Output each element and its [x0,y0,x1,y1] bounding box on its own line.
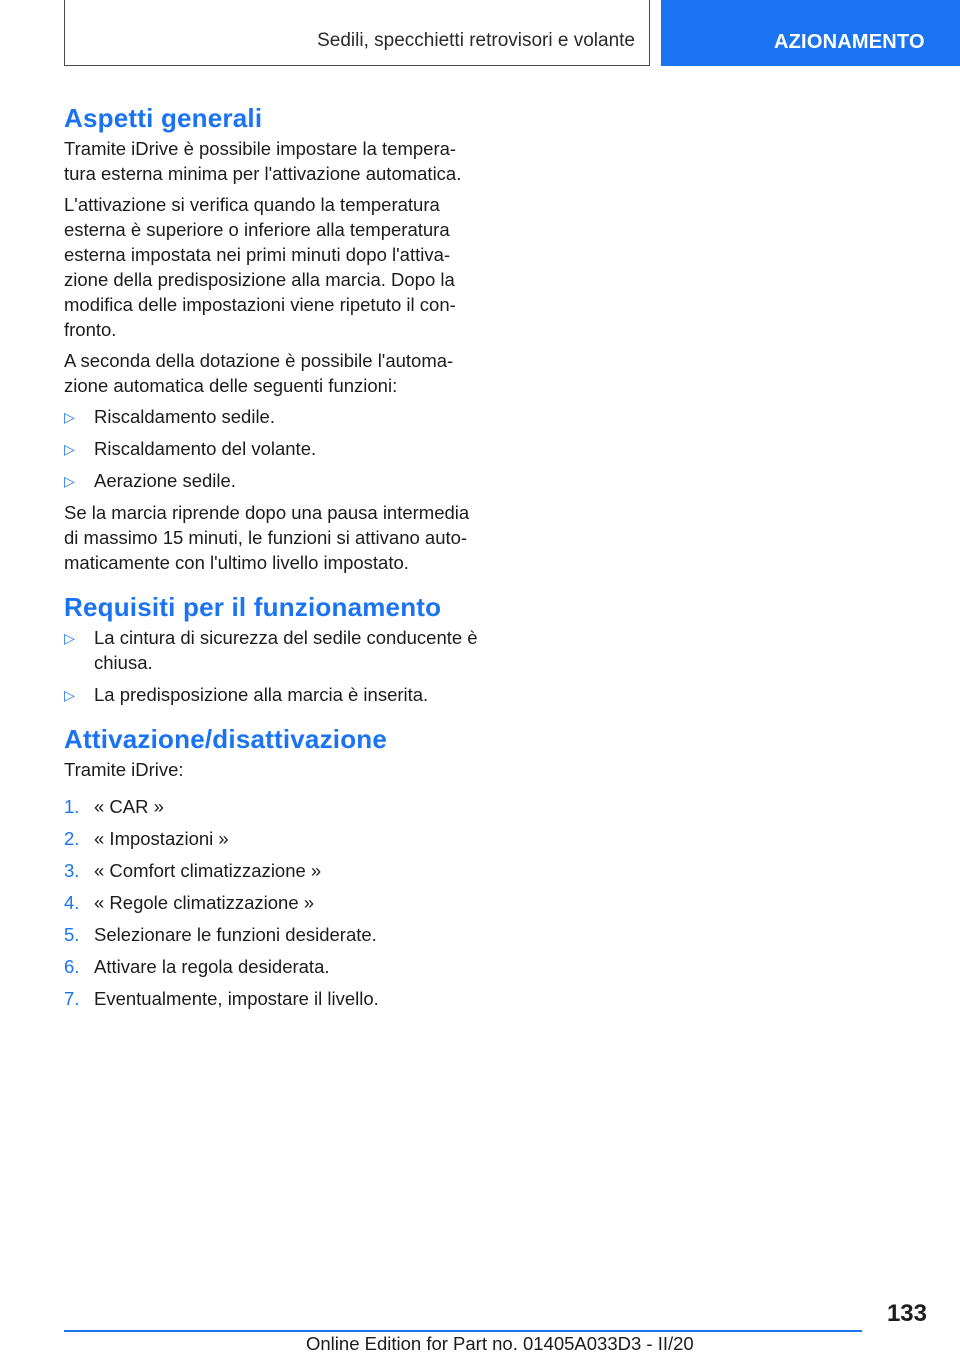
paragraph: L'attivazione si verifica quando la temperatura esterna è superiore o inferiore alla temperatura esterna impostata nei primi minuti dopo l'attiva-zione della predisposizione alla marcia. Dopo la modifica delle impostazioni viene ripetuto il con-fronto. [64,194,456,340]
step-item [64,890,484,915]
step-text: « Impostazioni » [94,828,229,849]
step-number: 1. [64,796,80,817]
paragraph: A seconda della dotazione è possibile l'automa-zione automatica delle seguenti funzioni: [64,350,454,396]
step-item [64,954,484,979]
list-item-text: La predisposizione alla marcia è inserita. [94,684,429,705]
step-number: 5. [64,924,80,945]
list-item-text: Riscaldamento del volante. [94,438,317,459]
list-item-text: Aerazione sedile. [94,470,236,491]
step-text: « Regole climatizzazione » [94,892,315,913]
list-item [64,625,484,675]
step-text: « CAR » [94,796,164,817]
list-item [64,404,484,429]
list-item-text: Riscaldamento sedile. [94,406,275,427]
page-content [64,100,484,1018]
triangle-bullet-icon: ▷ [64,441,75,457]
step-text: Attivare la regola desiderata. [94,956,330,977]
list-item [64,436,484,461]
step-number: 2. [64,828,80,849]
header-section-box [64,0,650,66]
footer-edition-text: Online Edition for Part no. 01405A033D3 - II/20 [306,1333,694,1354]
step-text: Selezionare le funzioni desiderate. [94,924,377,945]
steps-list [64,794,484,1011]
list-item [64,682,484,707]
triangle-bullet-icon: ▷ [64,630,75,646]
step-item [64,794,484,819]
header-chapter-tab[interactable] [661,0,960,66]
heading-aspetti-generali: Aspetti generali [64,103,263,133]
triangle-bullet-icon: ▷ [64,473,75,489]
step-item [64,826,484,851]
triangle-bullet-icon: ▷ [64,409,75,425]
step-item [64,986,484,1011]
triangle-bullet-icon: ▷ [64,687,75,703]
paragraph: Tramite iDrive è possibile impostare la tempera-tura esterna minima per l'attivazione automatica. [64,138,462,184]
heading-requisiti: Requisiti per il funzionamento [64,592,442,622]
step-number: 3. [64,860,80,881]
step-number: 6. [64,956,80,977]
header-chapter-tab-label: AZIONAMENTO [774,31,925,53]
list-item [64,468,484,493]
step-number: 4. [64,892,80,913]
page-number: 133 [886,1300,927,1327]
list-item-text: La cintura di sicurezza del sedile conducente è chiusa. [94,627,478,673]
paragraph: Se la marcia riprende dopo una pausa intermedia di massimo 15 minuti, le funzioni si attivano auto-maticamente con l'ultimo livello impostato. [64,502,470,573]
header-section-title: Sedili, specchietti retrovisori e volante [317,30,635,51]
step-number: 7. [64,988,80,1009]
heading-attivazione: Attivazione/disattivazione [64,724,388,754]
step-text: « Comfort climatizzazione » [94,860,322,881]
paragraph: Tramite iDrive: [64,759,184,780]
step-item [64,858,484,883]
function-list [64,404,484,493]
footer-divider [64,1330,862,1332]
requirements-list [64,625,484,707]
step-item [64,922,484,947]
step-text: Eventualmente, impostare il livello. [94,988,379,1009]
